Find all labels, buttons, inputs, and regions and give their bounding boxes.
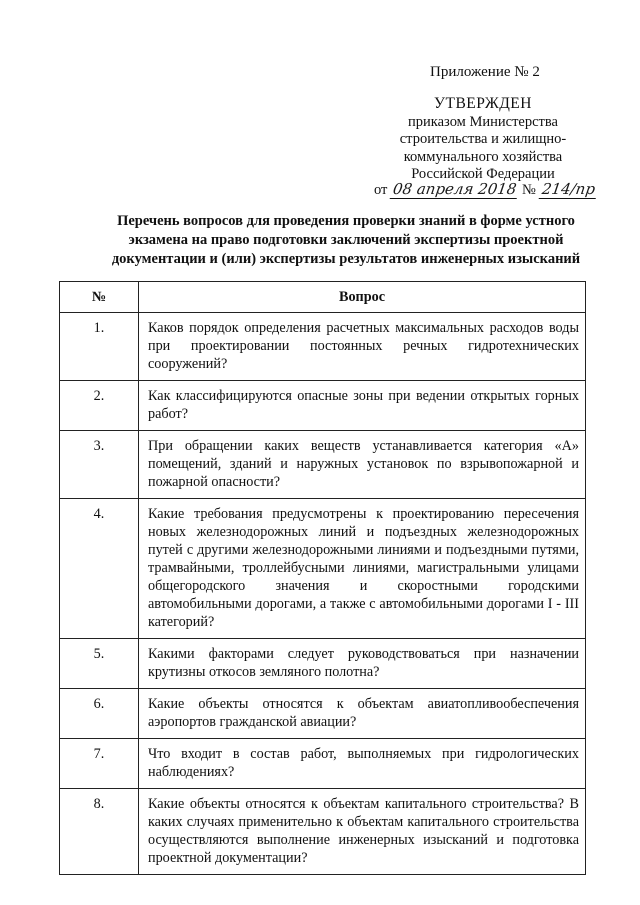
order-prefix: от <box>374 182 388 198</box>
table-row <box>60 789 586 875</box>
table-row <box>60 689 586 739</box>
header-question: Вопрос <box>139 282 586 313</box>
row-question: Какими факторами следует руководствоваться при назначении крутизны откосов земляного полотна? <box>139 639 586 689</box>
questions-table <box>59 281 586 875</box>
table-row <box>60 381 586 431</box>
row-number: 8. <box>60 789 139 875</box>
handwritten-date: 08 апреля 2018 <box>390 180 520 199</box>
row-question: Каков порядок определения расчетных максимальных расходов воды при проектировании постоянных речных гидротехнических сооружений? <box>139 313 586 381</box>
order-number-sign: № <box>522 182 536 198</box>
approved-line: коммунального хозяйства <box>403 148 563 165</box>
table-row <box>60 639 586 689</box>
row-number: 4. <box>60 499 139 639</box>
approved-line: Российской Федерации <box>411 166 555 182</box>
row-question: Какие требования предусмотрены к проектированию пересечения новых железнодорожных линий и подъездных железнодорожных путей с другими железнодорожными линиями и подъездными путями, трамвайными, троллейбусными линиями, магистральными улицами общегородского значения и скоростными городскими автомобильными дорогами, а также с автомобильными дорогами I - III категорий? <box>139 499 586 639</box>
title-line: экзамена на право подготовки заключений экспертизы проектной <box>128 232 564 248</box>
row-question: При обращении каких веществ устанавливается категория «А» помещений, зданий и наружных установок по взрывопожарной и пожарной опасности? <box>139 431 586 499</box>
table-row <box>60 431 586 499</box>
table-row <box>60 739 586 789</box>
row-number: 1. <box>60 313 139 381</box>
row-number: 7. <box>60 739 139 789</box>
title-line: документации и (или) экспертизы результатов инженерных изысканий <box>111 251 581 267</box>
header-number: № <box>60 282 139 313</box>
document-title <box>96 212 596 269</box>
title-line: Перечень вопросов для проведения проверки знаний в форме устного <box>117 213 575 229</box>
approved-line: строительства и жилищно- <box>399 131 567 147</box>
table-header-row <box>60 282 586 313</box>
annex-label: Приложение № 2 <box>430 64 540 80</box>
approved-line: приказом Министерства <box>408 113 558 130</box>
row-question: Какие объекты относятся к объектам авиатопливообеспечения аэропортов гражданской авиации? <box>139 689 586 739</box>
row-number: 5. <box>60 639 139 689</box>
approved-title: УТВЕРЖДЕН <box>434 95 532 112</box>
approval-block <box>372 95 594 184</box>
order-line <box>374 180 596 199</box>
handwritten-order-number: 214/пр <box>538 180 598 199</box>
row-number: 2. <box>60 381 139 431</box>
row-question: Какие объекты относятся к объектам капитального строительства? В каких случаях применительно к объектам капитального строительства осуществляются выполнение инженерных изысканий и подготовка проектной документации? <box>139 789 586 875</box>
row-number: 3. <box>60 431 139 499</box>
row-question: Как классифицируются опасные зоны при ведении открытых горных работ? <box>139 381 586 431</box>
row-number: 6. <box>60 689 139 739</box>
table-row <box>60 499 586 639</box>
table-row <box>60 313 586 381</box>
row-question: Что входит в состав работ, выполняемых при гидрологических наблюдениях? <box>139 739 586 789</box>
